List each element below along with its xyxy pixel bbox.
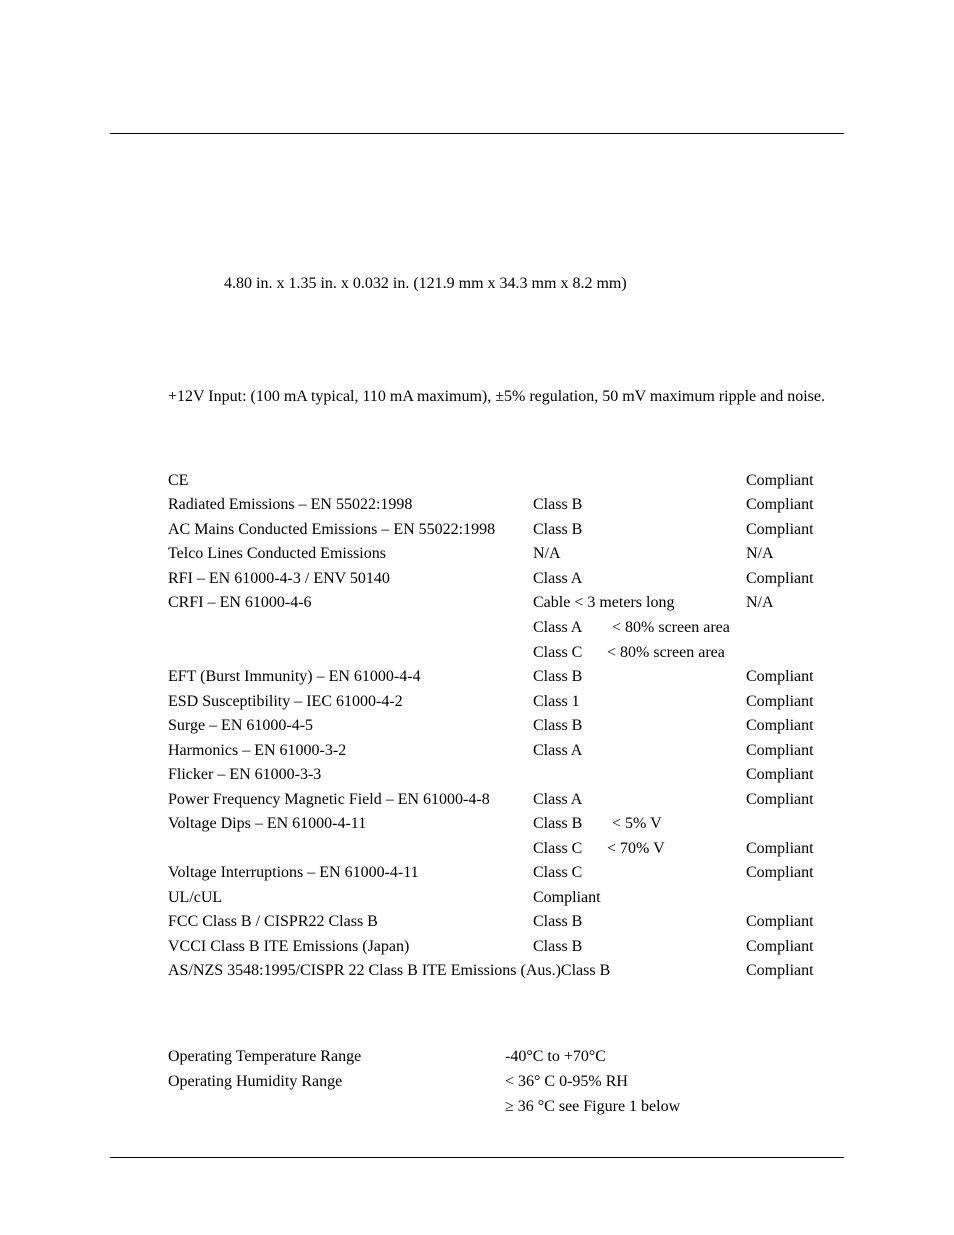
compliance-class: Class C (533, 864, 583, 881)
compliance-status: Compliant (746, 766, 814, 783)
compliance-name: EFT (Burst Immunity) – EN 61000-4-4 (168, 668, 421, 685)
compliance-class: Class B (533, 668, 583, 685)
dimensions-text: 4.80 in. x 1.35 in. x 0.032 in. (121.9 mm x 34.3 mm x 8.2 mm) (224, 275, 627, 292)
compliance-name: Surge – EN 61000-4-5 (168, 717, 314, 734)
compliance-name: Power Frequency Magnetic Field – EN 61000-4-8 (168, 791, 490, 808)
compliance-name: RFI – EN 61000-4-3 / ENV 50140 (168, 570, 390, 587)
compliance-status: Compliant (746, 693, 814, 710)
compliance-name: Radiated Emissions – EN 55022:1998 (168, 496, 413, 513)
footer-rule (110, 1157, 844, 1158)
compliance-class: Class B (533, 717, 583, 734)
compliance-status: Compliant (746, 962, 814, 979)
compliance-name: Harmonics – EN 61000-3-2 (168, 742, 347, 759)
compliance-class: Class A (533, 791, 583, 808)
compliance-name: AS/NZS 3548:1995/CISPR 22 Class B ITE Emissions (Aus.)Class B (168, 962, 611, 979)
compliance-name: Telco Lines Conducted Emissions (168, 545, 386, 562)
compliance-status: N/A (746, 594, 774, 611)
compliance-status: Compliant (746, 864, 814, 881)
compliance-status: Compliant (746, 717, 814, 734)
compliance-class: Class B (533, 496, 583, 513)
compliance-name: CRFI – EN 61000-4-6 (168, 594, 312, 611)
compliance-class: Class C (533, 840, 583, 857)
compliance-name: Flicker – EN 61000-3-3 (168, 766, 322, 783)
compliance-status: Compliant (746, 938, 814, 955)
compliance-class: Class B (533, 521, 583, 538)
compliance-class: Class A (533, 619, 583, 636)
compliance-class: N/A (533, 545, 561, 562)
header-rule (110, 133, 844, 134)
compliance-note: < 80% screen area (612, 619, 730, 636)
compliance-name: AC Mains Conducted Emissions – EN 55022:1998 (168, 521, 496, 538)
compliance-name: ESD Susceptibility – IEC 61000-4-2 (168, 693, 403, 710)
compliance-status: Compliant (746, 521, 814, 538)
compliance-name: FCC Class B / CISPR22 Class B (168, 913, 378, 930)
compliance-class: Class B (533, 815, 583, 832)
environment-value: -40°C to +70°C (505, 1048, 606, 1065)
compliance-status: Compliant (746, 472, 814, 489)
compliance-status: Compliant (746, 496, 814, 513)
compliance-name: UL/cUL (168, 889, 223, 906)
compliance-name: VCCI Class B ITE Emissions (Japan) (168, 938, 410, 955)
compliance-class: Cable < 3 meters long (533, 594, 675, 611)
environment-name: Operating Temperature Range (168, 1048, 362, 1065)
compliance-status: N/A (746, 545, 774, 562)
compliance-class: Class A (533, 570, 583, 587)
compliance-class: Class B (533, 938, 583, 955)
compliance-class: Class B (533, 913, 583, 930)
compliance-status: Compliant (746, 668, 814, 685)
compliance-status: Compliant (746, 570, 814, 587)
compliance-name: Voltage Interruptions – EN 61000-4-11 (168, 864, 419, 881)
compliance-class: Class A (533, 742, 583, 759)
compliance-class: Class C (533, 644, 583, 661)
power-requirements-text: +12V Input: (100 mA typical, 110 mA maximum), ±5% regulation, 50 mV maximum ripple and noise. (168, 388, 825, 405)
compliance-status: Compliant (746, 913, 814, 930)
compliance-note: < 5% V (612, 815, 662, 832)
compliance-name: CE (168, 472, 189, 489)
environment-name: Operating Humidity Range (168, 1073, 343, 1090)
compliance-name: Voltage Dips – EN 61000-4-11 (168, 815, 367, 832)
compliance-note: < 80% screen area (607, 644, 725, 661)
environment-value: ≥ 36 °C see Figure 1 below (505, 1098, 681, 1115)
compliance-class: Class 1 (533, 693, 580, 710)
compliance-note: < 70% V (607, 840, 665, 857)
compliance-status: Compliant (746, 791, 814, 808)
compliance-class: Compliant (533, 889, 601, 906)
environment-value: < 36° C 0-95% RH (505, 1073, 628, 1090)
compliance-status: Compliant (746, 840, 814, 857)
compliance-status: Compliant (746, 742, 814, 759)
